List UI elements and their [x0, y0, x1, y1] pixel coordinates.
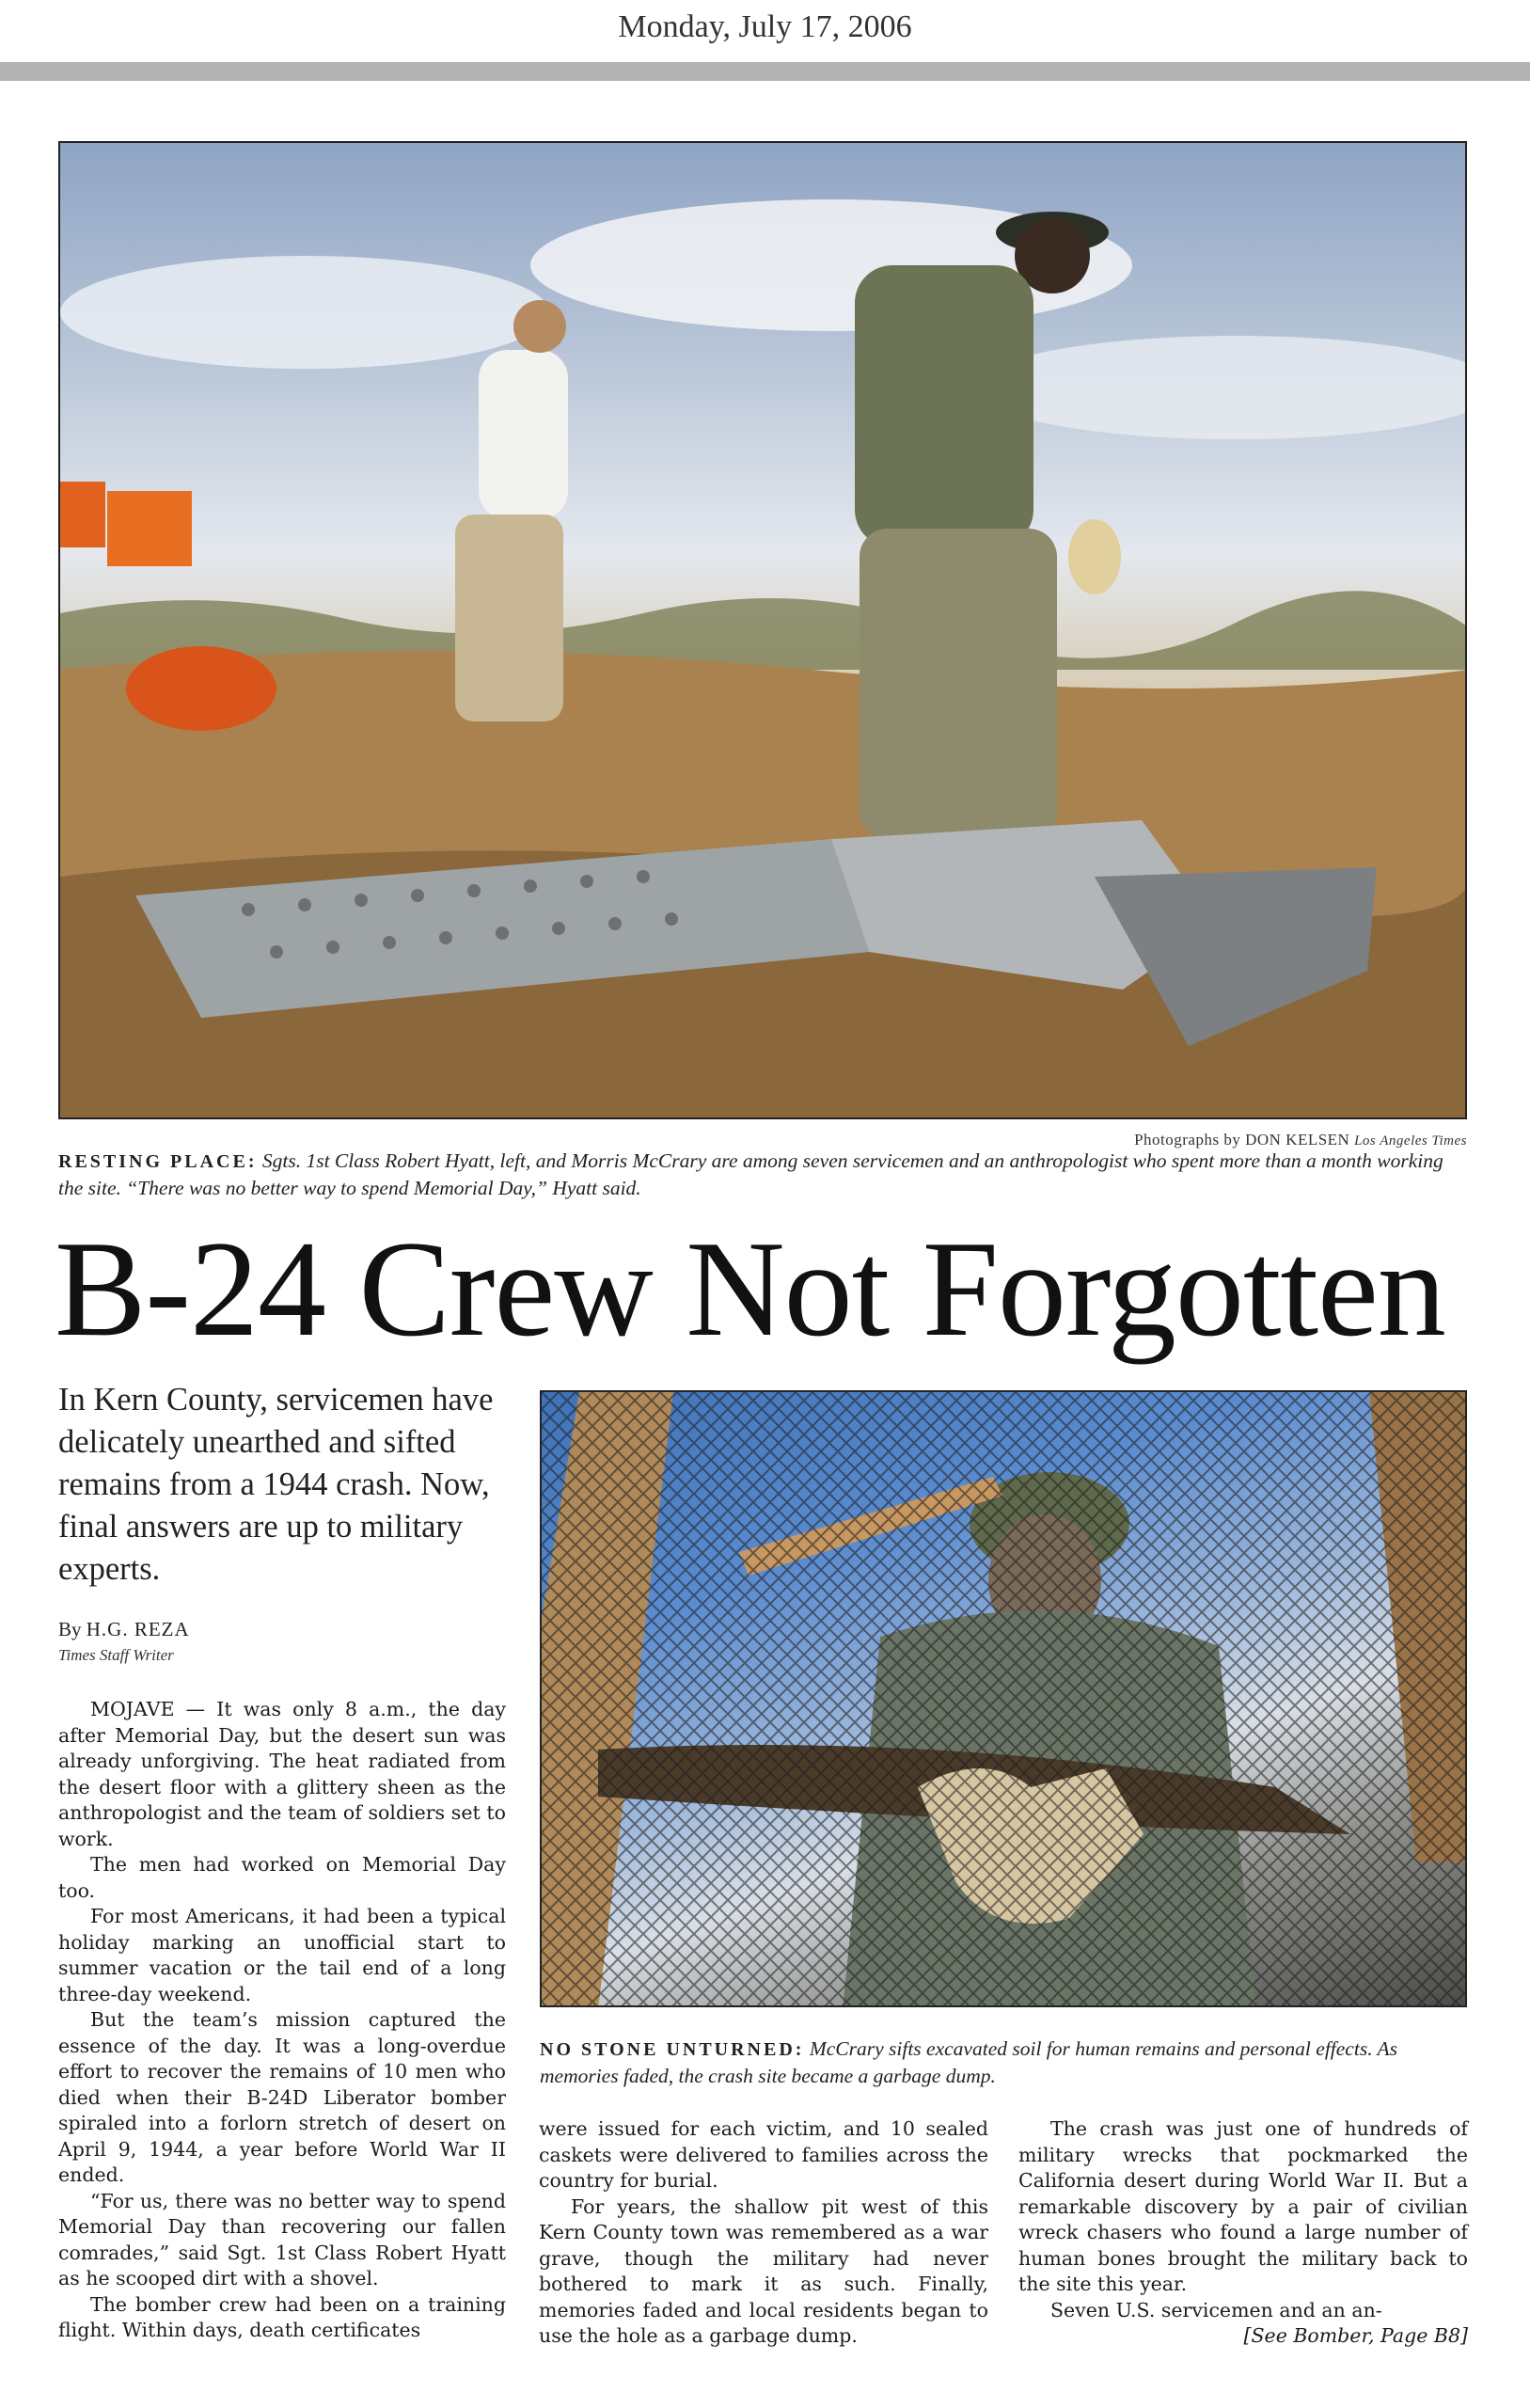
article-column-1	[58, 1697, 506, 2344]
caption-kicker: RESTING PLACE:	[58, 1151, 258, 1172]
continuation-line: [See Bomber, Page B8]	[1243, 2324, 1468, 2347]
caption-kicker: NO STONE UNTURNED:	[540, 2039, 805, 2060]
paragraph: The men had worked on Memorial Day too.	[58, 1853, 506, 1902]
paragraph: The bomber crew had been on a training flight. Within days, death certificates	[58, 2292, 506, 2341]
paragraph: Seven U.S. servicemen and an an-	[1050, 2298, 1382, 2321]
dateline: Monday, July 17, 2006	[618, 9, 912, 44]
byline-name: H.G. REZA	[86, 1618, 190, 1640]
deck: In Kern County, servicemen have delicately unearthed and sifted remains from a 1944 crash. Now, final answers are up to military experts.	[58, 1382, 494, 1587]
sifting-screen-illustration	[542, 1392, 1467, 2007]
article-column-2	[539, 2116, 988, 2350]
paragraph: The crash was just one of hundreds of military wrecks that pockmarked the California desert during World War II. But a remarkable discovery by a pair of civilian wreck chasers who found a large number of human bones brought the military back to the site this year.	[1018, 2117, 1468, 2295]
headline: B-24 Crew Not Forgotten	[55, 1212, 1445, 1365]
credit-paper: Los Angeles Times	[1354, 1133, 1467, 1149]
paragraph: For most Americans, it had been a typical holiday marking an unofficial start to summer vacation or the tail end of a long three-day weekend.	[58, 1905, 506, 2005]
byline	[58, 1618, 190, 1641]
photo-caption-bottom	[540, 2036, 1471, 2089]
paragraph: But the team’s mission captured the essence of the day. It was a long-overdue effort to recover the remains of 10 men who died when their B-24D Liberator bomber spiraled into a forlorn stretch of desert on April 9, 1944, a year before World War II ended.	[58, 2008, 506, 2186]
paragraph: For years, the shallow pit west of this Kern County town was remembered as a war grave, though the military had never bothered to mark it as such. Finally, memories faded and local residents began to use the hole as a garbage dump.	[539, 2194, 988, 2347]
photo-no-stone-unturned	[540, 1390, 1467, 2007]
header-rule	[0, 62, 1530, 81]
photo-resting-place	[58, 141, 1467, 1119]
desert-excavation-illustration	[60, 143, 1467, 1119]
byline-title: Times Staff Writer	[58, 1646, 174, 1664]
byline-prefix: By	[58, 1618, 82, 1640]
paragraph: MOJAVE — It was only 8 a.m., the day after Memorial Day, but the desert sun was already unforgiving. The heat radiated from the desert floor with a glittery sheen as the anthropologist and the team of soldiers set to work.	[58, 1698, 506, 1850]
caption-text: McCrary sifts excavated soil for human remains and personal effects. As memories faded, the crash site became a garbage dump.	[540, 2037, 1398, 2087]
paragraph: “For us, there was no better way to spend Memorial Day than recovering our fallen comrades,” said Sgt. 1st Class Robert Hyatt as he scooped dirt with a shovel.	[58, 2189, 506, 2289]
paragraph: were issued for each victim, and 10 sealed caskets were delivered to families across the country for burial.	[539, 2117, 988, 2192]
photographer-name: DON KELSEN	[1245, 1131, 1350, 1149]
caption-text: Sgts. 1st Class Robert Hyatt, left, and Morris McCrary are among seven servicemen and an anthropologist who spent more than a month working the site. “There was no better way to spend Memorial Day,” Hyatt said.	[58, 1149, 1443, 1199]
article-column-3	[1018, 2116, 1468, 2350]
credit-prefix: Photographs by	[1134, 1131, 1241, 1149]
photo-caption-top	[58, 1148, 1469, 1201]
photo-credit	[1134, 1131, 1467, 1149]
